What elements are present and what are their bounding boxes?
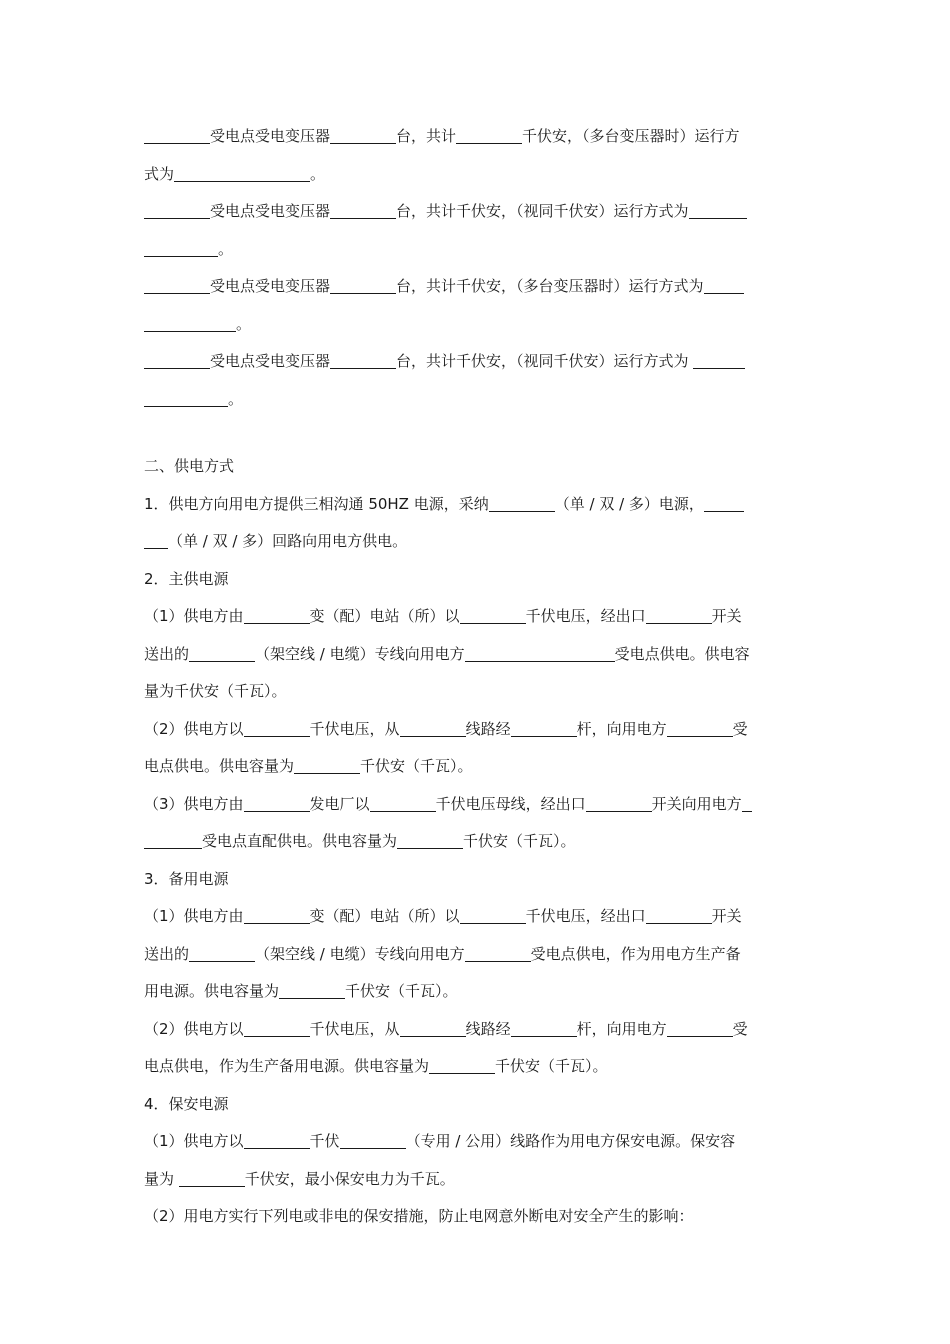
fill-blank[interactable] <box>465 960 531 962</box>
fill-blank[interactable] <box>429 1072 495 1074</box>
fill-blank[interactable] <box>340 1147 406 1149</box>
fill-blank[interactable] <box>460 622 526 624</box>
fill-blank[interactable] <box>667 735 733 737</box>
fill-blank[interactable] <box>456 142 522 144</box>
text-line: 受电点受电变压器 台，共计 千伏安，（多台变压器时）运行方 <box>144 118 804 156</box>
fill-blank[interactable] <box>397 847 463 849</box>
fill-blank[interactable] <box>704 292 744 294</box>
text-line: 用电源。供电容量为 千伏安（千瓦）。 <box>144 982 458 1000</box>
fill-blank[interactable] <box>144 547 168 549</box>
text-line: 送出的 （架空线 / 电缆）专线向用电方 受电点供电。供电容 <box>144 644 750 663</box>
fill-blank[interactable] <box>144 847 202 849</box>
fill-blank[interactable] <box>244 622 310 624</box>
fill-blank[interactable] <box>189 660 255 662</box>
fill-blank[interactable] <box>370 810 436 812</box>
fill-blank[interactable] <box>742 810 752 812</box>
section-heading: 二、供电方式 <box>144 457 235 475</box>
text-line: （2）供电方以 千伏电压，从 线路经 杆，向用电方 受 <box>144 719 748 738</box>
text-line: 量为千伏安（千瓦）。 <box>144 682 287 700</box>
fill-blank[interactable] <box>511 735 577 737</box>
fill-blank[interactable] <box>693 367 745 369</box>
text-line: （1）供电方以 千伏 （专用 / 公用）线路作为用电方保安电源。保安容 <box>144 1132 736 1150</box>
text-line: （1）供电方由 变（配）电站（所）以 千伏电压，经出口 开关 <box>144 607 742 625</box>
fill-blank[interactable] <box>144 405 228 407</box>
text-line: 受电点直配供电。供电容量为 千伏安（千瓦）。 <box>144 823 804 861</box>
fill-blank[interactable] <box>667 1035 733 1037</box>
fill-blank[interactable] <box>244 1147 310 1149</box>
fill-blank[interactable] <box>144 142 210 144</box>
text-line: 受电点受电变压器 台，共计千伏安，（视同千伏安）运行方式为 <box>144 343 804 381</box>
fill-blank[interactable] <box>174 180 310 182</box>
text-line: （2）用电方实行下列电或非电的保安措施，防止电网意外断电对安全产生的影响： <box>144 1207 694 1225</box>
fill-blank[interactable] <box>465 660 615 662</box>
text-line: （2）供电方以 千伏电压，从 线路经 杆，向用电方 受 <box>144 1019 748 1038</box>
fill-blank[interactable] <box>244 1035 310 1037</box>
fill-blank[interactable] <box>144 255 218 257</box>
fill-blank[interactable] <box>511 1035 577 1037</box>
fill-blank[interactable] <box>489 510 555 512</box>
document-body <box>144 118 804 1236</box>
fill-blank[interactable] <box>646 622 712 624</box>
text-line: （3）供电方由 发电厂以 千伏电压母线，经出口 开关向用电方 <box>144 786 804 824</box>
fill-blank[interactable] <box>244 810 310 812</box>
text-line: 。 <box>144 306 804 344</box>
text-line: （单 / 双 / 多）回路向用电方供电。 <box>144 523 804 561</box>
fill-blank[interactable] <box>460 922 526 924</box>
fill-blank[interactable] <box>244 922 310 924</box>
text-line: （1）供电方由 变（配）电站（所）以 千伏电压，经出口 开关 <box>144 907 742 925</box>
text-line: 1．供电方向用电方提供三相沟通 50HZ 电源，采纳 （单 / 双 / 多）电源， <box>144 486 804 524</box>
fill-blank[interactable] <box>294 772 360 774</box>
text-line: 受电点受电变压器 台，共计千伏安，（多台变压器时）运行方式为 <box>144 268 804 306</box>
text-line: 电点供电。供电容量为 千伏安（千瓦）。 <box>144 757 473 775</box>
text-line: 送出的 （架空线 / 电缆）专线向用电方 受电点供电，作为用电方生产备 <box>144 944 741 963</box>
fill-blank[interactable] <box>144 217 210 219</box>
fill-blank[interactable] <box>330 142 396 144</box>
text-line: 量为 千伏安，最小保安电力为千瓦。 <box>144 1169 455 1188</box>
fill-blank[interactable] <box>144 367 210 369</box>
text-line: 受电点受电变压器 台，共计千伏安，（视同千伏安）运行方式为 <box>144 193 804 231</box>
text-line: 式为 。 <box>144 164 326 183</box>
fill-blank[interactable] <box>646 922 712 924</box>
fill-blank[interactable] <box>586 810 652 812</box>
fill-blank[interactable] <box>179 1185 245 1187</box>
fill-blank[interactable] <box>144 330 236 332</box>
section-heading: 3．备用电源 <box>144 869 229 888</box>
section-heading: 2．主供电源 <box>144 569 229 588</box>
text-line: 电点供电，作为生产备用电源。供电容量为 千伏安（千瓦）。 <box>144 1057 608 1075</box>
fill-blank[interactable] <box>400 735 466 737</box>
fill-blank[interactable] <box>244 735 310 737</box>
text-line: 。 <box>144 381 804 419</box>
fill-blank[interactable] <box>144 292 210 294</box>
text-line: 。 <box>144 231 804 269</box>
fill-blank[interactable] <box>279 997 345 999</box>
fill-blank[interactable] <box>330 292 396 294</box>
fill-blank[interactable] <box>330 217 396 219</box>
section-heading: 4．保安电源 <box>144 1094 229 1113</box>
fill-blank[interactable] <box>189 960 255 962</box>
fill-blank[interactable] <box>704 510 744 512</box>
fill-blank[interactable] <box>330 367 396 369</box>
fill-blank[interactable] <box>689 217 747 219</box>
fill-blank[interactable] <box>400 1035 466 1037</box>
